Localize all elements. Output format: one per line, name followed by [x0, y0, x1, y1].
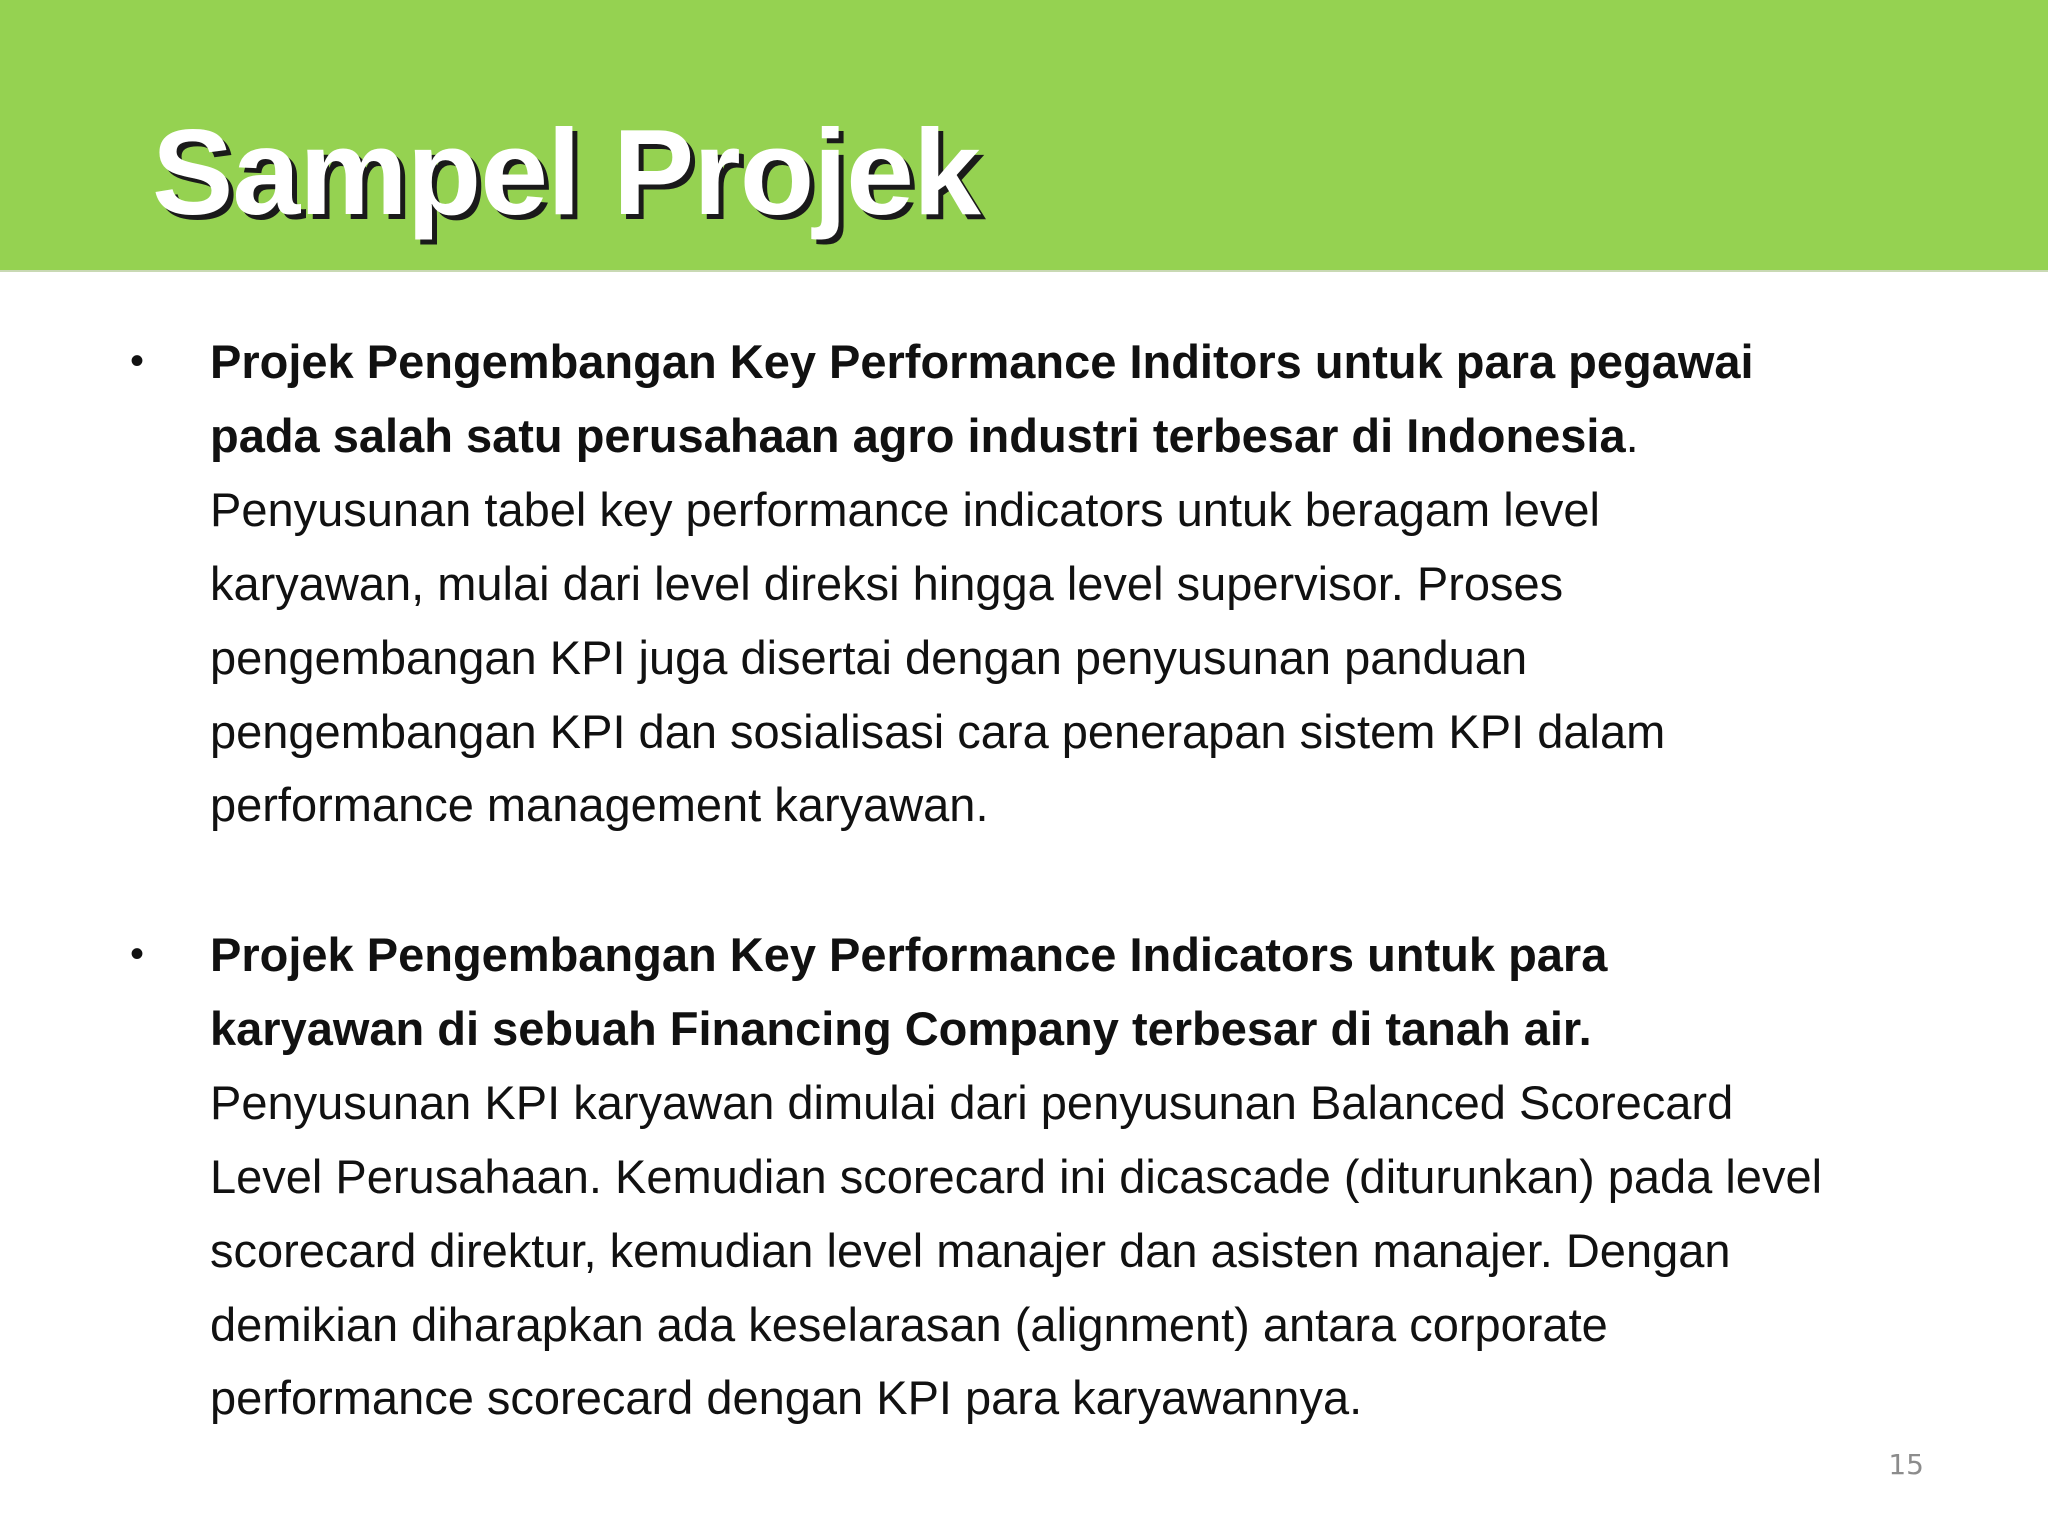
bullet-2-line-6: demikian diharapkan ada keselarasan (alignment) antara corporate — [210, 1297, 1608, 1351]
bullet-item-kpi-financing — [130, 918, 2010, 1435]
bullet-1-line-1: Projek Pengembangan Key Performance Inditors untuk para pegawai — [210, 335, 1754, 388]
page-number: 15 — [1888, 1448, 1924, 1481]
bullet-icon: • — [130, 339, 145, 383]
bullet-1-line-7: performance management karyawan. — [210, 778, 989, 832]
bullet-icon: • — [130, 932, 145, 976]
bullet-2-line-2: karyawan di sebuah Financing Company terbesar di tanah air. — [210, 1001, 1592, 1055]
bullet-2-line-1: Projek Pengembangan Key Performance Indicators untuk para — [210, 928, 1608, 981]
bullet-1-line-6: pengembangan KPI dan sosialisasi cara penerapan sistem KPI dalam — [210, 704, 1666, 758]
bullet-1-line-3: Penyusunan tabel key performance indicators untuk beragam level — [210, 482, 1600, 536]
bullet-2-line-4: Level Perusahaan. Kemudian scorecard ini dicascade (diturunkan) pada level — [210, 1149, 1823, 1203]
bullet-2-line-3: Penyusunan KPI karyawan dimulai dari penyusunan Balanced Scorecard — [210, 1075, 1734, 1129]
bullet-item-kpi-agro — [130, 325, 2010, 842]
bullet-1-line-4: karyawan, mulai dari level direksi hingga level supervisor. Proses — [210, 556, 1564, 610]
bullet-2-line-5: scorecard direktur, kemudian level manajer dan asisten manajer. Dengan — [210, 1223, 1731, 1277]
bullet-1-line-5: pengembangan KPI juga disertai dengan penyusunan panduan — [210, 630, 1528, 684]
slide-title: Sampel Projek — [152, 104, 980, 240]
bullet-2-line-7: performance scorecard dengan KPI para karyawannya. — [210, 1371, 1363, 1425]
bullet-1-line-2: pada salah satu perusahaan agro industri terbesar di Indonesia. — [210, 408, 1639, 462]
